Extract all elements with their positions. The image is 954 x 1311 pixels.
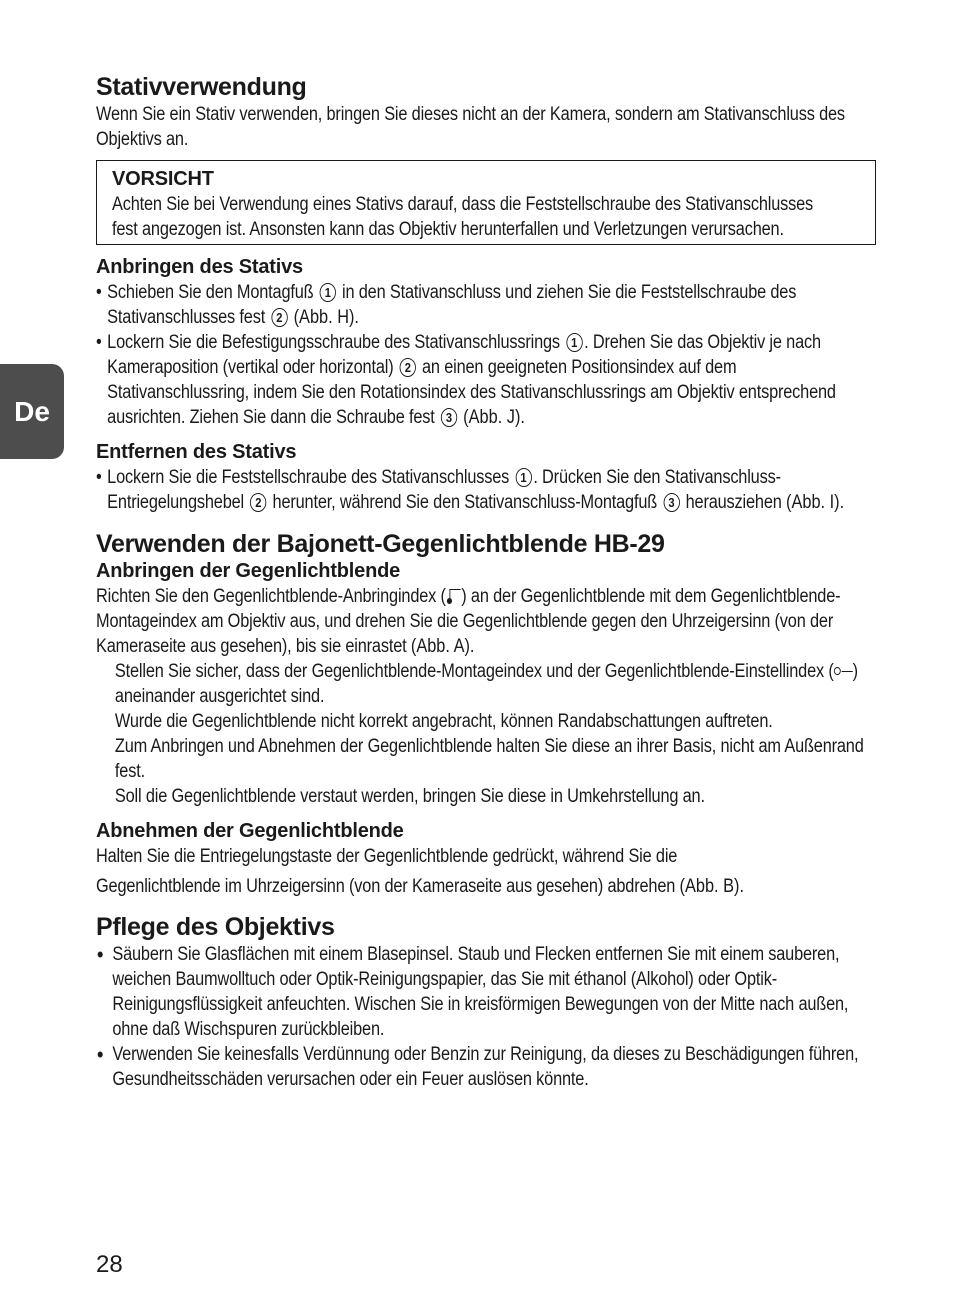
care-section-title: Pflege des Objektivs bbox=[96, 913, 335, 941]
page-number: 28 bbox=[96, 1251, 123, 1278]
caution-text: Achten Sie bei Verwendung eines Stativs darauf, dass die Feststellschraube des Stativanschlusses fest angezogen ist. Ansonsten kann das Objektiv herunterfallen und Verletzungen verursachen. bbox=[112, 194, 814, 240]
figure-ref: (Abb. J). bbox=[463, 407, 525, 428]
language-tab: De bbox=[0, 364, 64, 459]
page-content bbox=[96, 72, 876, 1092]
number-3-icon: 3 bbox=[441, 408, 457, 427]
hood-remove-text bbox=[96, 842, 874, 902]
tripod-remove-list bbox=[96, 465, 874, 515]
hood-attach-text bbox=[96, 584, 874, 659]
text-span: . Drehen Sie das Objektiv je nach Kameraposition (vertikal oder horizontal) bbox=[107, 332, 821, 378]
list-item bbox=[96, 280, 874, 330]
tripod-section-title: Stativverwendung bbox=[96, 73, 307, 101]
number-1-icon: 1 bbox=[566, 333, 582, 352]
note-item: Wurde die Gegenlichtblende nicht korrekt angebracht, können Randabschattungen auftreten. bbox=[114, 711, 773, 732]
text-span: Richten Sie den Gegenlichtblende-Anbringindex ( bbox=[96, 586, 446, 607]
list-item bbox=[96, 465, 874, 515]
hood-section-title: Verwenden der Bajonett-Gegenlichtblende HB-29 bbox=[96, 530, 665, 558]
text-span: in den Stativanschluss und ziehen Sie die Feststellschraube des Stativanschlusses fest bbox=[107, 282, 797, 328]
list-item bbox=[96, 330, 874, 430]
text-span: herunter, während Sie den Stativanschluss-Montagfuß bbox=[272, 492, 658, 513]
note-item bbox=[115, 659, 893, 709]
note-item: Soll die Gegenlichtblende verstaut werden, bringen Sie diese in Umkehrstellung an. bbox=[114, 786, 705, 807]
tripod-attach-list bbox=[96, 280, 874, 430]
hood-setting-index-icon bbox=[834, 666, 853, 676]
text-span: an einen geeigneten Positionsindex auf dem Stativanschlussring, indem Sie den Rotationsindex des Stativanschlussrings am Objektiv entsprechend ausrichten. Ziehen Sie dann die Schraube fest bbox=[107, 357, 836, 428]
hood-attachment-index-icon bbox=[446, 588, 461, 604]
text-line bbox=[96, 872, 874, 902]
text-span: ) an der Gegenlichtblende mit dem Gegenlichtblende-Montageindex am Objektiv aus, und drehen Sie die Gegenlichtblende gegen den Uhrzeigersinn (von der Kameraseite aus gesehen), bis sie einrastet bbox=[96, 586, 841, 657]
figure-ref: (Abb. B). bbox=[679, 876, 745, 897]
number-1-icon: 1 bbox=[320, 283, 336, 302]
hood-attach-title: Anbringen der Gegenlichtblende bbox=[96, 560, 401, 582]
text-span: herausziehen bbox=[685, 492, 782, 513]
tripod-attach-title: Anbringen des Stativs bbox=[96, 256, 303, 278]
figure-ref: (Abb. H). bbox=[293, 307, 359, 328]
tripod-remove-title: Entfernen des Stativs bbox=[96, 441, 297, 463]
text-line: Halten Sie die Entriegelungstaste der Gegenlichtblende gedrückt, während Sie die bbox=[96, 846, 678, 867]
number-1-icon: 1 bbox=[515, 468, 531, 487]
figure-ref: (Abb. I). bbox=[786, 492, 845, 513]
figure-ref: (Abb. A). bbox=[410, 636, 475, 657]
text-span: ) aneinander ausgerichtet sind. bbox=[114, 661, 858, 707]
note-item: Zum Anbringen und Abnehmen der Gegenlichtblende halten Sie diese an ihrer Basis, nicht am Außenrand fest. bbox=[114, 736, 864, 782]
tripod-intro: Wenn Sie ein Stativ verwenden, bringen Sie dieses nicht an der Kamera, sondern am Stativanschluss des Objektivs an. bbox=[96, 104, 845, 150]
text-span: Stellen Sie sicher, dass der Gegenlichtblende-Montageindex und der Gegenlichtblende-Einstellindex ( bbox=[114, 661, 834, 682]
text-span: Schieben Sie den Montagfuß bbox=[107, 282, 314, 303]
number-2-icon: 2 bbox=[271, 308, 287, 327]
text-span: Lockern Sie die Feststellschraube des Stativanschlusses bbox=[107, 467, 510, 488]
text-span: Lockern Sie die Befestigungsschraube des Stativanschlussrings bbox=[107, 332, 560, 353]
caution-title: VORSICHT bbox=[112, 168, 214, 190]
number-2-icon: 2 bbox=[400, 358, 416, 377]
number-2-icon: 2 bbox=[250, 493, 266, 512]
number-3-icon: 3 bbox=[663, 493, 679, 512]
hood-notes bbox=[96, 659, 893, 809]
text-span: . Drücken Sie den Stativanschluss-Entriegelungshebel bbox=[107, 467, 781, 513]
list-item: • Säubern Sie Glasflächen mit einem Blasepinsel. Staub und Flecken entfernen Sie mit einem sauberen, weichen Baumwolltuch oder Optik-Reinigungspapier, das Sie mit éthanol (Alkohol) oder Optik-Reinigungsflüssigkeit anfeuchten. Wischen Sie in kreisförmigen Bewegungen von der Mitte nach außen, ohne daß Wischspuren zurückbleiben. bbox=[96, 942, 874, 1042]
text-span: Gegenlichtblende im Uhrzeigersinn (von der Kameraseite aus gesehen) abdrehen bbox=[96, 876, 676, 897]
caution-box bbox=[96, 160, 876, 245]
care-list bbox=[96, 942, 874, 1092]
list-item: • Verwenden Sie keinesfalls Verdünnung oder Benzin zur Reinigung, da dieses zu Beschädigungen führen, Gesundheitsschäden verursachen oder ein Feuer auslösen könnte. bbox=[96, 1042, 874, 1092]
hood-remove-title: Abnehmen der Gegenlichtblende bbox=[96, 820, 404, 842]
